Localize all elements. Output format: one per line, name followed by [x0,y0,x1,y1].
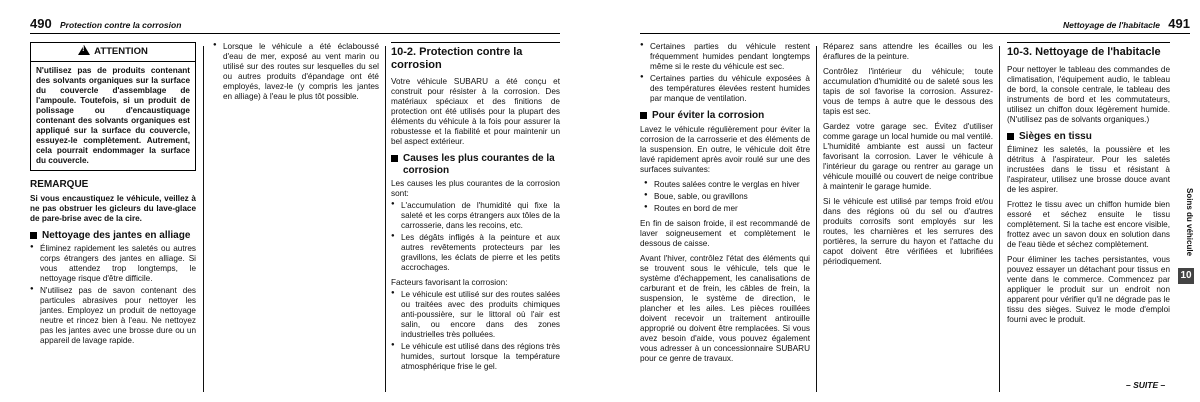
page-number: 490 [30,16,52,31]
warning-header [31,43,195,62]
warning-box [30,42,196,171]
jantes-heading [30,230,196,242]
left-column-1 [30,42,196,348]
side-tab-label: Soins du véhicule [1185,188,1194,257]
right-column-2 [823,42,993,272]
factors-list-continued [640,42,810,104]
square-bullet-icon [30,232,37,239]
causes-heading [391,153,560,176]
section-10-2-title: 10-2. Protection contre la corrosion [391,42,560,71]
list-item: ● Le véhicule est utilisé sur des routes salées ou traitées avec des produits chimiques anti-poussière, sur le littoral où l'air est salin, ou encore dans des zones industrielles très polluées. [391,290,560,340]
right-column-3 [1007,42,1170,330]
right-page [600,0,1200,402]
list-item: ● N'utilisez pas de savon contenant des particules abrasives pour nettoyer les jantes. Employez un produit de nettoyage neutre et rincez bien à l'eau. Ne nettoyez pas les jantes avec une brosse dure ou un appareil de lavage rapide. [30,286,196,346]
avoid-title: Pour éviter la corrosion [652,110,765,121]
page-header-title: Nettoyage de l'habitacle [1063,20,1160,30]
right-page-header [640,14,1190,34]
avoid-paragraph-4: Réparez sans attendre les écailles ou les éraflures de la peinture. [823,42,993,61]
avoid-paragraph-7: Si le véhicule est utilisé par temps froid et/ou dans des régions où du sel ou d'autres produits corrosifs sont employés sur les routes, les charnières et les serrures des portières, la serrure du hayon et l'attache du capot doivent être vérifiées et lubrifiées périodiquement. [823,197,993,266]
list-item: ● Les dégâts infligés à la peinture et aux autres revêtements protecteurs par les gravillons, les éclats de pierre et les petits accrochages. [391,233,560,273]
side-tab-number: 10 [1178,268,1194,284]
square-bullet-icon [1007,133,1014,140]
avoid-paragraph-1: Lavez le véhicule régulièrement pour éviter la corrosion de la carrosserie et des éléments de la suspension. En outre, le véhicule doit être lavé rapidement après avoir roulé sur une des surfaces suivantes: [640,124,810,174]
list-item: ● Éliminez rapidement les saletés ou autres corps étrangers des jantes en alliage. Si vous attendez trop longtemps, le nettoyage risque d'être difficile. [30,244,196,284]
avoid-paragraph-6: Gardez votre garage sec. Évitez d'utiliser comme garage un local humide ou mal ventilé. L'humidité ambiante est aussi un facteur favorisant la corrosion. Laver le véhicule à l'intérieur du garage ou rentrer au garage un véhicule mouillé ou couvert de neige contribue à maintenir le garage humide. [823,122,993,191]
list-item: ● Certaines parties du véhicule exposées à des températures élevées restent humides par manque de ventilation. [640,74,810,104]
list-item: ● Boue, sable, ou gravillons [644,192,810,202]
avoid-paragraph-2: En fin de saison froide, il est recommandé de laver soigneusement et complètement le dessous de caisse. [640,218,810,248]
seats-paragraph-1: Éliminez les saletés, la poussière et les détritus à l'aspirateur. Pour les saletés incrustées dans le tissu et résistant à l'aspirateur, utilisez une brosse douce avant de les aspirer. [1007,145,1170,195]
square-bullet-icon [640,112,647,119]
jantes-list-continued [213,42,379,102]
causes-intro: Les causes les plus courantes de la corrosion sont: [391,179,560,199]
avoid-paragraph-3: Avant l'hiver, contrôlez l'état des éléments qui se trouvent sous le véhicule, tels que le système d'échappement, les canalisations de carburant et de frein, les câbles de frein, la suspension, le système de direction, le plancher et les ailes. Les pièces rouillées doivent recevoir un traitement antirouille approprié ou doivent être remplacées. Si vous avez besoin d'aide, vous pouvez également vous adresser à un concessionnaire SUBARU pour ce genre de travaux. [640,253,810,363]
warning-title: ATTENTION [94,46,148,57]
page-number: 491 [1168,16,1190,31]
page-header-title: Protection contre la corrosion [60,20,182,30]
causes-list [391,201,560,273]
avoid-paragraph-5: Contrôlez l'intérieur du véhicule; toute accumulation d'humidité ou de saleté sous les tapis de sol favorise la corrosion. Assurez-vous de temps à autre que le dessous des tapis est sec. [823,67,993,116]
list-item: ● Certaines parties du véhicule restent fréquemment humides pendant longtemps même si le reste du véhicule est sec. [640,42,810,72]
column-divider [999,46,1000,392]
jantes-list [30,244,196,346]
column-divider [385,46,386,392]
list-item: ● Routes salées contre le verglas en hiver [644,180,810,190]
causes-title: Causes les plus courantes de la corrosion [403,153,555,176]
avoid-heading [640,110,810,122]
section-10-3-title: 10-3. Nettoyage de l'habitacle [1007,42,1170,59]
warning-triangle-icon [78,45,90,55]
surfaces-list [640,180,810,214]
factors-list [391,290,560,372]
seats-title: Sièges en tissu [1019,130,1092,142]
left-page-header [30,14,560,34]
section-10-2-intro: Votre véhicule SUBARU a été conçu et construit pour résister à la corrosion. Des matériaux spéciaux et des finitions de protection ont été utilisés pour la plupart des éléments du véhicule à la fois pour assurer la robustesse et la fiabilité et pour maintenir un bel aspect extérieur. [391,77,560,147]
warning-text: N'utilisez pas de produits contenant des solvants organiques sur la surface du couvercle d'assemblage de l'ampoule. Toutefois, si un produit de polissage ou d'encaustiquage contenant des solvants organiques est appliqué sur la surface du couvercle, essuyez-le complètement. Autrement, cela pourrait endommager la surface du couvercle. [36,65,190,165]
column-divider [203,46,204,392]
right-column-1 [640,42,810,369]
list-item: ● L'accumulation de l'humidité qui fixe la saleté et les corps étrangers aux tôles de la carrosserie, dans les recoins, etc. [391,201,560,231]
square-bullet-icon [391,155,398,162]
left-column-3 [391,42,560,374]
seats-paragraph-2: Frottez le tissu avec un chiffon humide bien essoré et séchez ensuite le tissu complètement. Si la tache est encore visible, frottez avec un savon doux en solution dans de l'eau tiède et séchez complètement. [1007,200,1170,250]
section-10-3-intro: Pour nettoyer le tableau des commandes de climatisation, l'équipement audio, le tableau de bord, la console centrale, le tableau des instruments de bord et les commutateurs, utilisez un chiffon doux légèrement humide. (N'utilisez pas de solvants organiques.) [1007,64,1170,124]
seats-heading [1007,131,1170,143]
factors-intro: Facteurs favorisant la corrosion: [391,278,508,288]
left-column-2 [213,42,379,104]
list-item: ● Lorsque le véhicule a été éclaboussé d'eau de mer, exposé au vent marin ou utilisé sur des routes sur lesquelles du sel ou autres produits d'épandage ont été employés, lavez-le (y compris les jantes en alliage) à l'eau le plus tôt possible. [213,42,379,102]
seats-paragraph-3: Pour éliminer les taches persistantes, vous pouvez essayer un détachant pour tissus en vente dans le commerce. Commencez par appliquer le produit sur un endroit non apparent pour vérifier qu'il ne dégrade pas le tissu des sièges. Suivez le mode d'emploi fourni avec le produit. [1007,255,1170,325]
list-item: ● Le véhicule est utilisé dans des régions très humides, surtout lorsque la température atmosphérique frise le gel. [391,342,560,372]
remarque-text: Si vous encaustiquez le véhicule, veillez à ne pas obstruer les gicleurs du lave-glace de pare-brise avec de la cire. [30,193,196,223]
footer-suite: – SUITE – [1126,380,1166,390]
jantes-title: Nettoyage des jantes en alliage [42,229,191,241]
list-item: ● Routes en bord de mer [644,204,810,214]
column-divider [816,46,817,392]
remarque-title: REMARQUE [30,178,89,190]
